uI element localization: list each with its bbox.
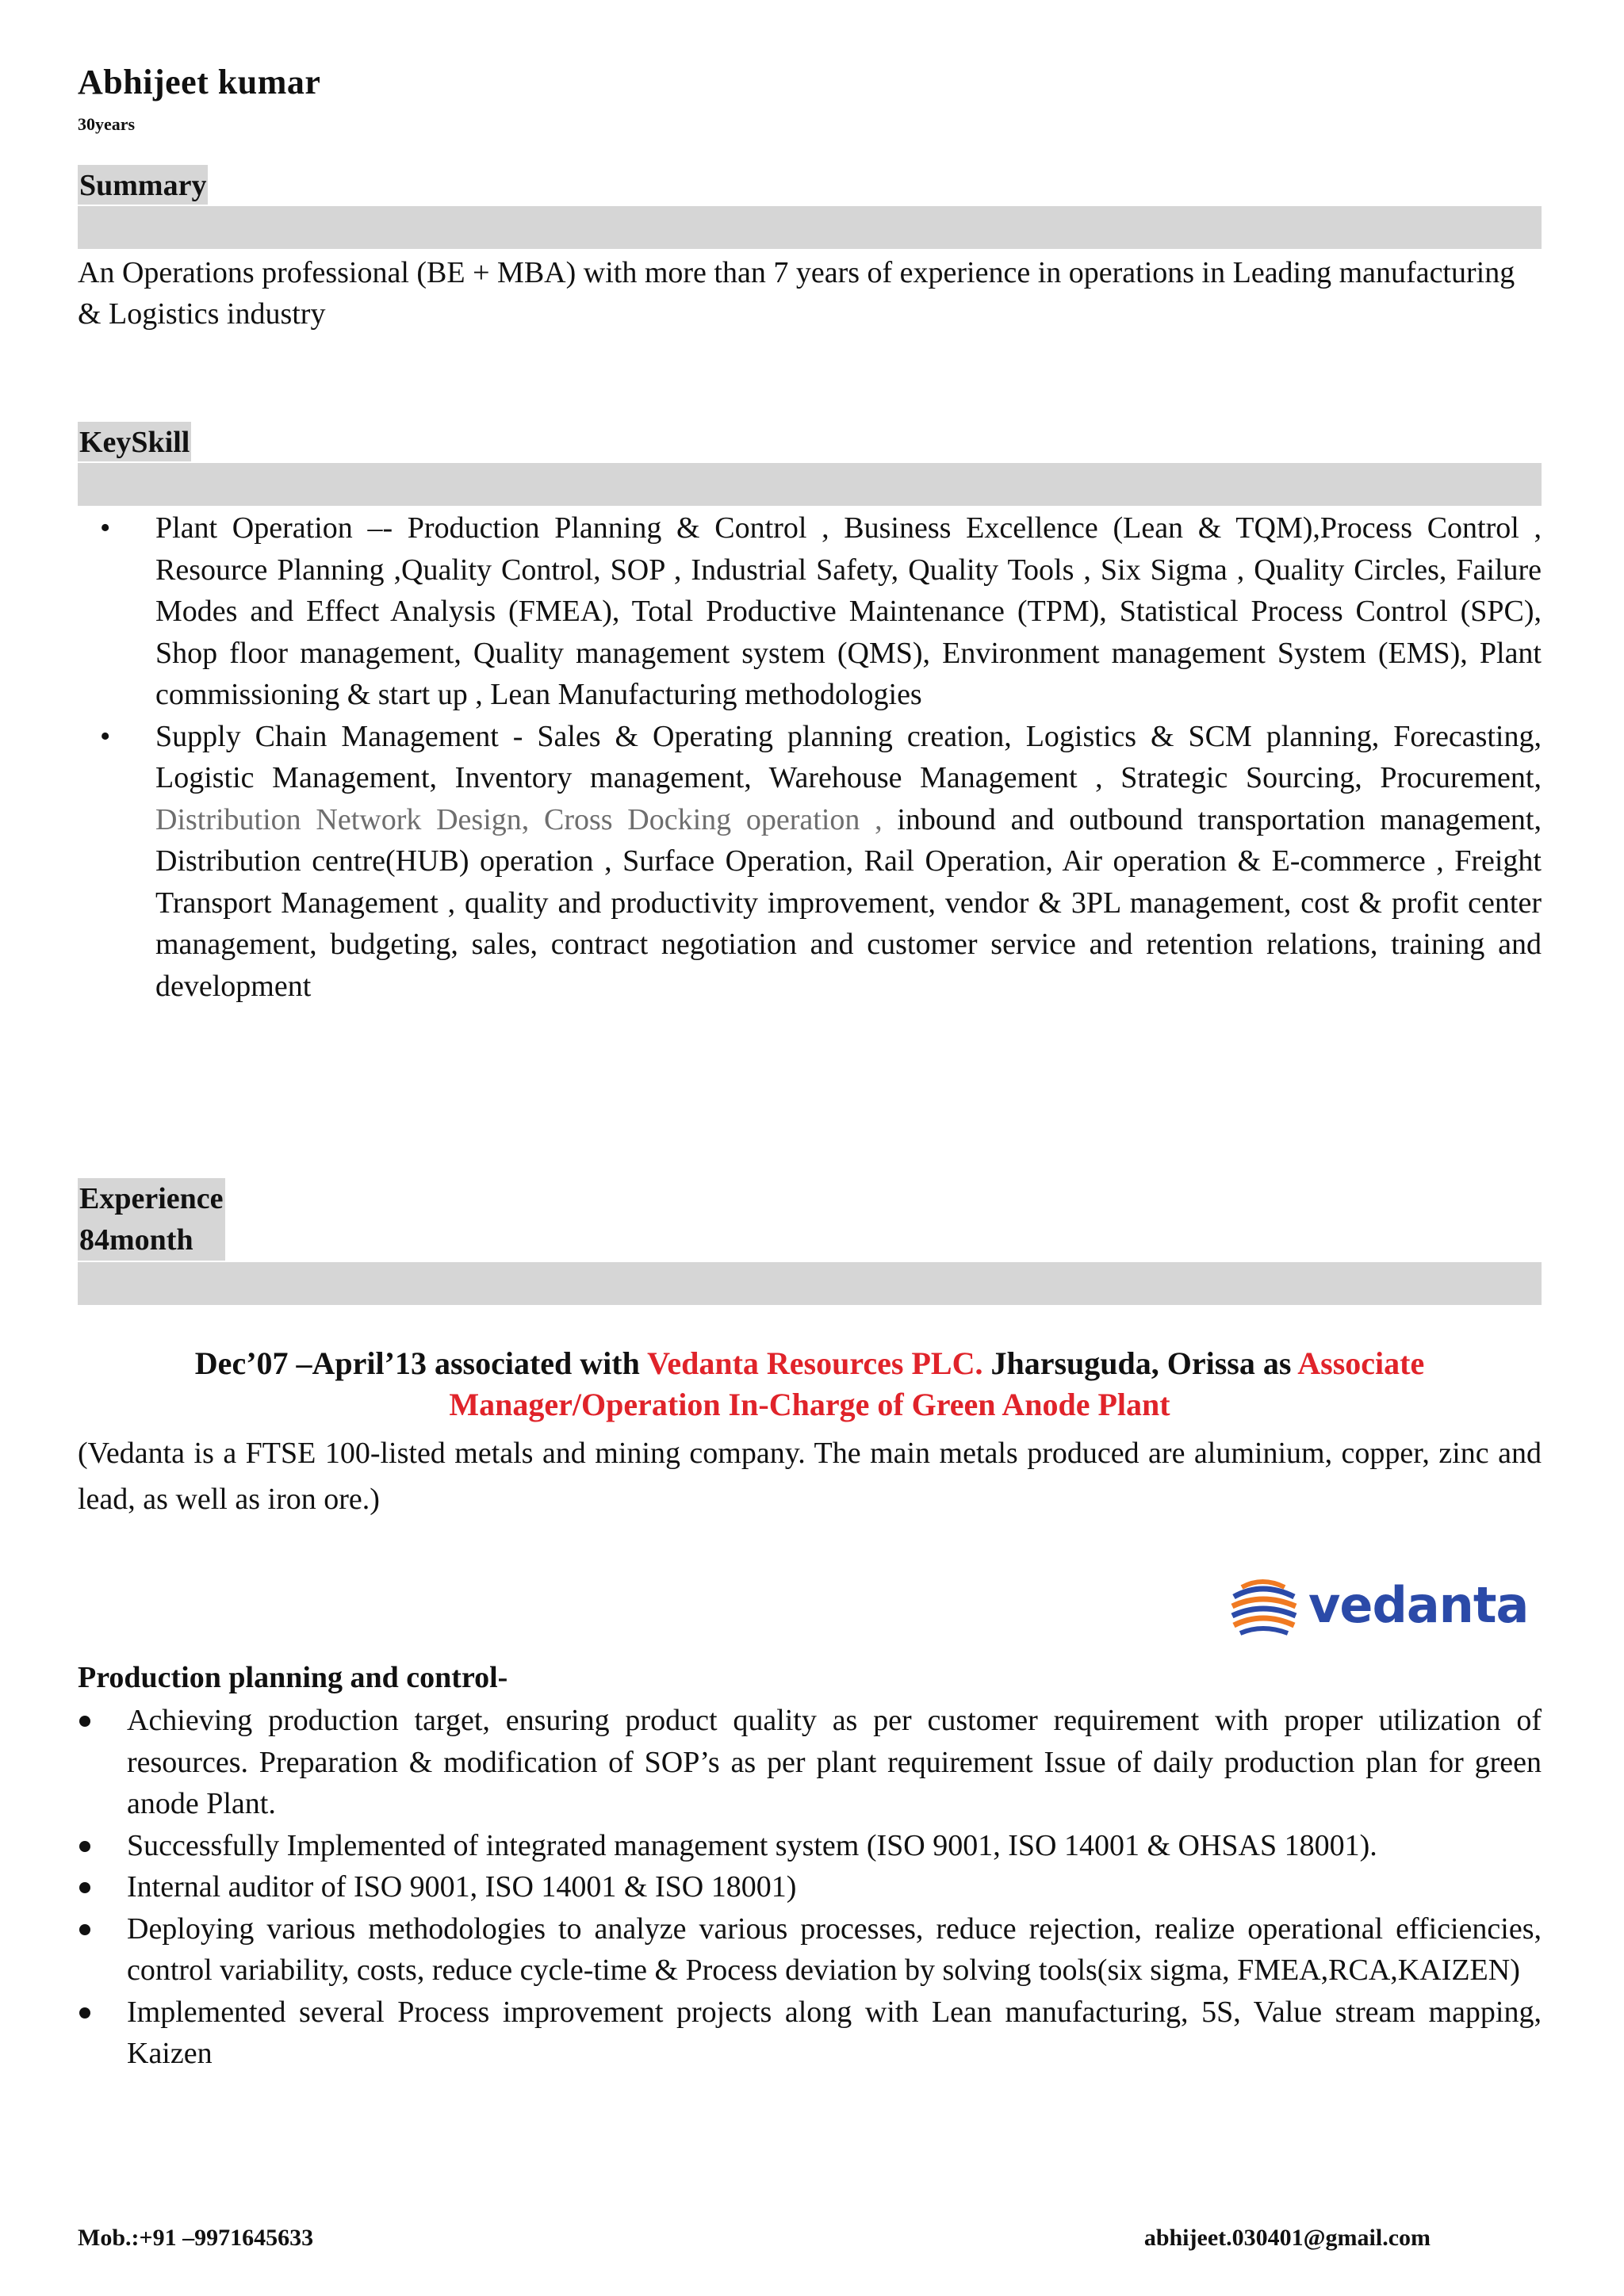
list-item <box>78 1866 1542 1908</box>
bullet-icon <box>79 1716 90 1727</box>
vedanta-swirl-icon <box>1228 1573 1304 1644</box>
experience-title-block <box>78 1178 225 1261</box>
list-item <box>78 1825 1542 1867</box>
list-item <box>78 1700 1542 1825</box>
vedanta-logo <box>1228 1573 1529 1644</box>
duty-text: Implemented several Process improvement projects along with Lean manufacturing, 5S, Value stream mapping, Kaizen <box>127 1995 1542 2070</box>
job-role: Associate Manager/Operation In-Charge of Green Anode Plant <box>449 1345 1425 1422</box>
duties-subheading: Production planning and control- <box>78 1661 508 1694</box>
skill-text-highlight: Distribution Network Design, Cross Docking operation , <box>155 802 883 836</box>
duty-text: Internal auditor of ISO 9001, ISO 14001 & ISO 18001) <box>127 1870 797 1904</box>
skill-text: Plant Operation –- Production Planning & Control , Business Excellence (Lean & TQM),Process Control , Resource Planning ,Quality Control, SOP , Industrial Safety, Quality Tools , Six Sigma , Quality Circles, Failure Modes and Effect Analysis (FMEA), Total Productive Maintenance (TPM), Statistical Process Control (SPC), Shop floor management, Quality management system (QMS), Environment management System (EMS), Plant commissioning & start up , Lean Manufacturing methodologies <box>155 511 1542 711</box>
bullet-icon: • <box>100 511 111 545</box>
keyskill-divider <box>78 463 1542 506</box>
bullet-icon <box>79 1924 90 1935</box>
candidate-name: Abhijeet kumar <box>78 63 321 101</box>
experience-title: Experience <box>79 1182 224 1215</box>
list-item <box>78 1992 1542 2075</box>
footer-mobile: Mob.:+91 –9971645633 <box>78 2225 314 2251</box>
summary-title: Summary <box>78 165 208 205</box>
job-location: Jharsuguda, Orissa as <box>982 1345 1298 1381</box>
duties-list <box>78 1700 1542 2075</box>
summary-divider <box>78 206 1542 249</box>
duty-text: Achieving production target, ensuring product quality as per customer requirement with proper utilization of resources. Preparation & modification of SOP’s as per plant requirement Issue of daily production plan for green anode Plant. <box>127 1704 1542 1820</box>
list-item <box>78 507 1542 716</box>
job-period: Dec’07 –April’13 associated with <box>194 1345 648 1381</box>
bullet-icon <box>79 1841 90 1852</box>
bullet-icon <box>79 2007 90 2019</box>
job-heading <box>78 1343 1542 1425</box>
skill-text-continued: inbound and outbound transportation management, Distribution centre(HUB) operation , Surface Operation, Rail Operation, Air operation & E-commerce , Freight Transport Management , quality and productivity improvement, vendor & 3PL management, cost & profit center management, budgeting, sales, contract negotiation and customer service and retention relations, training and development <box>155 802 1542 1003</box>
keyskill-list <box>78 507 1542 1007</box>
bullet-icon: • <box>100 719 111 753</box>
job-company: Vedanta Resources PLC. <box>647 1345 983 1381</box>
experience-divider <box>78 1262 1542 1305</box>
summary-text: An Operations professional (BE + MBA) with more than 7 years of experience in operations in Leading manufacturing & Logistics industry <box>78 256 1515 331</box>
company-description: (Vedanta is a FTSE 100-listed metals and mining company. The main metals produced are aluminium, copper, zinc and lead, as well as iron ore.) <box>78 1437 1542 1516</box>
list-item <box>78 716 1542 1008</box>
candidate-age: 30years <box>78 114 136 134</box>
duty-text: Successfully Implemented of integrated management system (ISO 9001, ISO 14001 & OHSAS 18001). <box>127 1828 1377 1862</box>
skill-text: Supply Chain Management - Sales & Operating planning creation, Logistics & SCM planning, Forecasting, Logistic Management, Inventory management, Warehouse Management , Strategic Sourcing, Procurement, <box>155 719 1542 794</box>
duty-text: Deploying various methodologies to analyze various processes, reduce rejection, realize operational efficiencies, control variability, costs, reduce cycle-time & Process deviation by solving tools(six sigma, FMEA,RCA,KAIZEN) <box>127 1911 1542 1987</box>
footer-email: abhijeet.030401@gmail.com <box>1143 2225 1431 2251</box>
vedanta-logo-text: vedanta <box>1308 1576 1529 1634</box>
experience-duration: 84month <box>79 1223 193 1257</box>
list-item <box>78 1908 1542 1992</box>
bullet-icon <box>79 1882 90 1893</box>
keyskill-title: KeySkill <box>78 422 191 461</box>
